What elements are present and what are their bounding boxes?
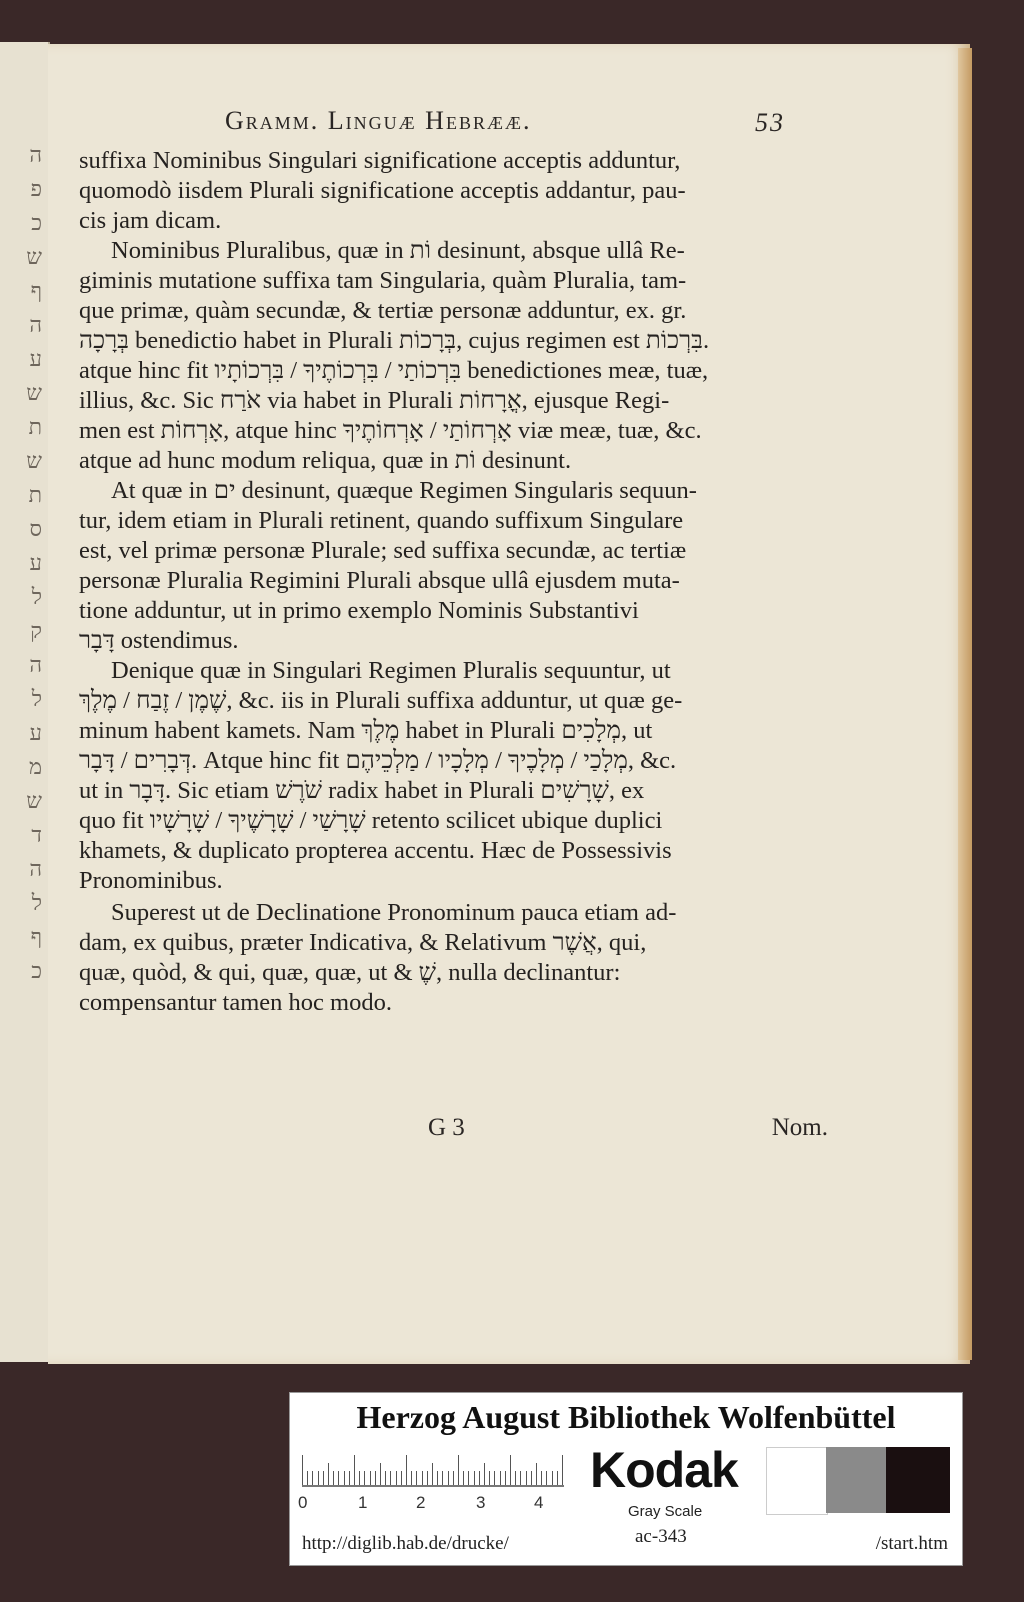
ruler-tick xyxy=(359,1471,360,1485)
ruler-tick xyxy=(375,1471,376,1485)
ruler-tick xyxy=(401,1471,402,1485)
body-text xyxy=(79,146,789,1018)
ruler-tick xyxy=(442,1471,443,1485)
ruler-tick xyxy=(385,1471,386,1485)
ruler-label: 4 xyxy=(534,1493,544,1512)
ruler-tick xyxy=(489,1471,490,1485)
ruler-tick xyxy=(463,1471,464,1485)
ruler-tick xyxy=(307,1471,308,1485)
prev-page-glyph: כ xyxy=(31,958,42,983)
prev-page-glyph: מ xyxy=(28,754,42,779)
text-line: שֶׁמֶן / זֶבַח / מֶלֶךְ, &c. iis in Plurali suffixa adduntur, ut quæ ge- xyxy=(79,687,683,714)
text-line: compensantur tamen hoc modo. xyxy=(79,989,392,1016)
ruler-tick xyxy=(546,1471,547,1485)
paragraph xyxy=(79,146,789,236)
prev-page-glyph: ש xyxy=(26,448,42,473)
ruler-tick xyxy=(380,1463,381,1485)
text-line: Nominibus Pluralibus, quæ in וֹת desinunt, absque ullâ Re- xyxy=(111,237,685,264)
ruler-tick xyxy=(515,1471,516,1485)
prev-page-glyph: כ xyxy=(31,210,42,235)
prev-page-glyph: ל xyxy=(31,584,42,609)
ruler-tick xyxy=(437,1471,438,1485)
ruler-tick xyxy=(312,1471,313,1485)
prev-page-glyph: ה xyxy=(29,856,42,881)
ruler-tick xyxy=(453,1471,454,1485)
text-line: בְּרָכָה benedictio habet in Plurali בְּרָכוֹת, cujus regimen est בִּרְכוֹת. xyxy=(79,327,710,354)
ruler-tick xyxy=(370,1471,371,1485)
ruler-tick xyxy=(562,1455,563,1485)
text-line: que primæ, quàm secundæ, & tertiæ personæ adduntur, ex. gr. xyxy=(79,297,687,324)
url-right: /start.htm xyxy=(875,1533,948,1554)
text-line: At quæ in ים desinunt, quæque Regimen Singularis sequun- xyxy=(111,477,697,504)
text-line: cis jam dicam. xyxy=(79,207,222,234)
running-title: Gramm. Linguæ Hebrææ. xyxy=(225,106,532,135)
ruler-scale xyxy=(302,1451,564,1487)
book-page xyxy=(48,44,970,1364)
ruler-tick xyxy=(318,1471,319,1485)
text-line: דְּבָרִים / דָּבָר. Atque hinc fit מְלָכַי / מְלָכֶיךָ / מְלָכָיו / מַלְכֵיהֶם, &c. xyxy=(79,747,677,774)
prev-page-glyph: פ xyxy=(30,176,42,201)
prev-page-glyph: ה xyxy=(29,652,42,677)
text-line: ut in דָּבָר. Sic etiam שֹׁרֶשׁ radix habet in Plurali שָׁרָשִׁים, ex xyxy=(79,777,645,804)
ruler-tick xyxy=(349,1471,350,1485)
prev-page-glyph: ת xyxy=(28,414,42,439)
ruler-tick xyxy=(557,1471,558,1485)
paragraph xyxy=(79,236,789,476)
ruler-tick xyxy=(333,1471,334,1485)
ruler-tick xyxy=(494,1471,495,1485)
color-target-card xyxy=(289,1392,963,1566)
prev-page-glyph: ס xyxy=(29,516,42,541)
prev-page-glyph: ש xyxy=(26,788,42,813)
ruler-tick xyxy=(411,1471,412,1485)
signature-mark: G 3 xyxy=(428,1114,465,1141)
text-line: Superest ut de Declinatione Pronominum pauca etiam ad- xyxy=(111,899,677,926)
ruler-tick xyxy=(505,1471,506,1485)
ruler-tick xyxy=(541,1471,542,1485)
ruler-tick xyxy=(458,1455,459,1485)
prev-page-glyph: ה xyxy=(29,142,42,167)
ruler-label: 2 xyxy=(416,1493,426,1512)
prev-page-glyph: ק xyxy=(30,618,42,643)
ruler-tick xyxy=(422,1471,423,1485)
prev-page-glyph: ש xyxy=(26,244,42,269)
ruler-tick xyxy=(520,1471,521,1485)
prev-page-glyph: ל xyxy=(31,890,42,915)
ruler-tick xyxy=(468,1471,469,1485)
page-number: 53 xyxy=(755,108,785,137)
page-edge-shadow xyxy=(958,48,972,1360)
ruler-tick xyxy=(328,1463,329,1485)
ruler-tick xyxy=(479,1471,480,1485)
ruler-tick xyxy=(552,1471,553,1485)
page-footer xyxy=(428,1114,828,1154)
prev-page-glyph: ד xyxy=(31,822,42,847)
text-line: minum habent kamets. Nam מֶלֶךְ habet in Plurali מְלָכִים, ut xyxy=(79,717,653,744)
ruler-tick xyxy=(526,1471,527,1485)
ruler-tick xyxy=(354,1455,355,1485)
text-line: suffixa Nominibus Singulari significatione acceptis adduntur, xyxy=(79,147,681,174)
gray-patch xyxy=(826,1447,886,1513)
kodak-logo: Kodak xyxy=(590,1442,738,1498)
ruler-tick xyxy=(448,1471,449,1485)
text-line: dam, ex quibus, præter Indicativa, & Relativum אֲשֶׁר, qui, xyxy=(79,929,647,956)
ruler-tick xyxy=(396,1471,397,1485)
text-line: tione adduntur, ut in primo exemplo Nominis Substantivi xyxy=(79,597,639,624)
prev-page-glyph: ל xyxy=(31,686,42,711)
prev-page-glyph: ע xyxy=(29,550,42,575)
catchword: Nom. xyxy=(771,1114,828,1141)
ruler-tick xyxy=(500,1471,501,1485)
gray-scale-label: Gray Scale xyxy=(628,1503,703,1520)
prev-page-glyph: ף xyxy=(30,924,42,949)
url-left: http://diglib.hab.de/drucke/ xyxy=(302,1533,509,1554)
prev-page-glyph: ע xyxy=(29,720,42,745)
ruler-label: 3 xyxy=(476,1493,486,1512)
text-line: men est אָרְחוֹת, atque hinc אָרְחוֹתַי / אָרְחוֹתֶיךָ viæ meæ, tuæ, &c. xyxy=(79,417,702,444)
ruler-tick xyxy=(390,1471,391,1485)
text-line: est, vel primæ personæ Plurale; sed suffixa secundæ, ac tertiæ xyxy=(79,537,687,564)
text-line: illius, &c. Sic אֹרַח via habet in Plurali אֳרָחוֹת, ejusque Regi- xyxy=(79,387,670,414)
text-line: quo fit שָׁרָשַׁי / שָׁרָשֶׁיךָ / שָׁרָשָׁיו retento scilicet ubique duplici xyxy=(79,807,663,834)
ruler-tick xyxy=(344,1471,345,1485)
ruler-tick xyxy=(474,1471,475,1485)
text-line: quomodò iisdem Plurali significatione acceptis addantur, pau- xyxy=(79,177,686,204)
ruler-tick xyxy=(484,1463,485,1485)
ruler-tick xyxy=(510,1455,511,1485)
text-line: tur, idem etiam in Plurali retinent, quando suffixum Singulare xyxy=(79,507,684,534)
ruler-tick xyxy=(432,1463,433,1485)
text-line: atque hinc fit בִּרְכוֹתַי / בִּרְכוֹתֶיךָ / בִּרְכוֹתָיו benedictiones meæ, tuæ, xyxy=(79,357,709,384)
text-line: quæ, quòd, & qui, quæ, quæ, ut & שֶׁ, nulla declinantur: xyxy=(79,959,621,986)
text-line: khamets, & duplicato propterea accentu. Hæc de Possessivis xyxy=(79,837,672,864)
white-patch xyxy=(766,1447,828,1515)
text-line: דָּבָר ostendimus. xyxy=(79,627,239,654)
text-line: atque ad hunc modum reliqua, quæ in וֹת desinunt. xyxy=(79,447,572,474)
prev-page-glyph: ע xyxy=(29,346,42,371)
ruler-tick xyxy=(323,1471,324,1485)
ruler-tick xyxy=(364,1471,365,1485)
ruler-tick xyxy=(536,1463,537,1485)
ruler-tick xyxy=(338,1471,339,1485)
prev-page-glyph: ש xyxy=(26,380,42,405)
text-line: Denique quæ in Singulari Regimen Pluralis sequuntur, ut xyxy=(111,657,671,684)
prev-page-glyph: ה xyxy=(29,312,42,337)
ruler-tick xyxy=(416,1471,417,1485)
ruler-tick xyxy=(427,1471,428,1485)
running-header xyxy=(225,104,785,140)
ruler-tick xyxy=(531,1471,532,1485)
paragraph xyxy=(79,476,789,656)
text-line: Pronominibus. xyxy=(79,867,223,894)
library-name: Herzog August Bibliothek Wolfenbüttel xyxy=(356,1399,896,1435)
text-line: personæ Pluralia Regimini Plurali absque ullâ ejusdem muta- xyxy=(79,567,680,594)
prev-page-glyph: ף xyxy=(30,278,42,303)
paragraph xyxy=(79,898,789,1018)
ruler-label: 1 xyxy=(358,1493,368,1512)
shelfmark: ac-343 xyxy=(635,1526,687,1547)
previous-page-edge xyxy=(0,42,50,1362)
text-line: giminis mutatione suffixa tam Singularia, quàm Pluralia, tam- xyxy=(79,267,687,294)
ruler-tick xyxy=(406,1455,407,1485)
prev-page-glyph: ת xyxy=(28,482,42,507)
ruler-label: 0 xyxy=(298,1493,308,1512)
paragraph xyxy=(79,656,789,896)
ruler-tick xyxy=(302,1455,303,1485)
black-patch xyxy=(886,1447,950,1513)
